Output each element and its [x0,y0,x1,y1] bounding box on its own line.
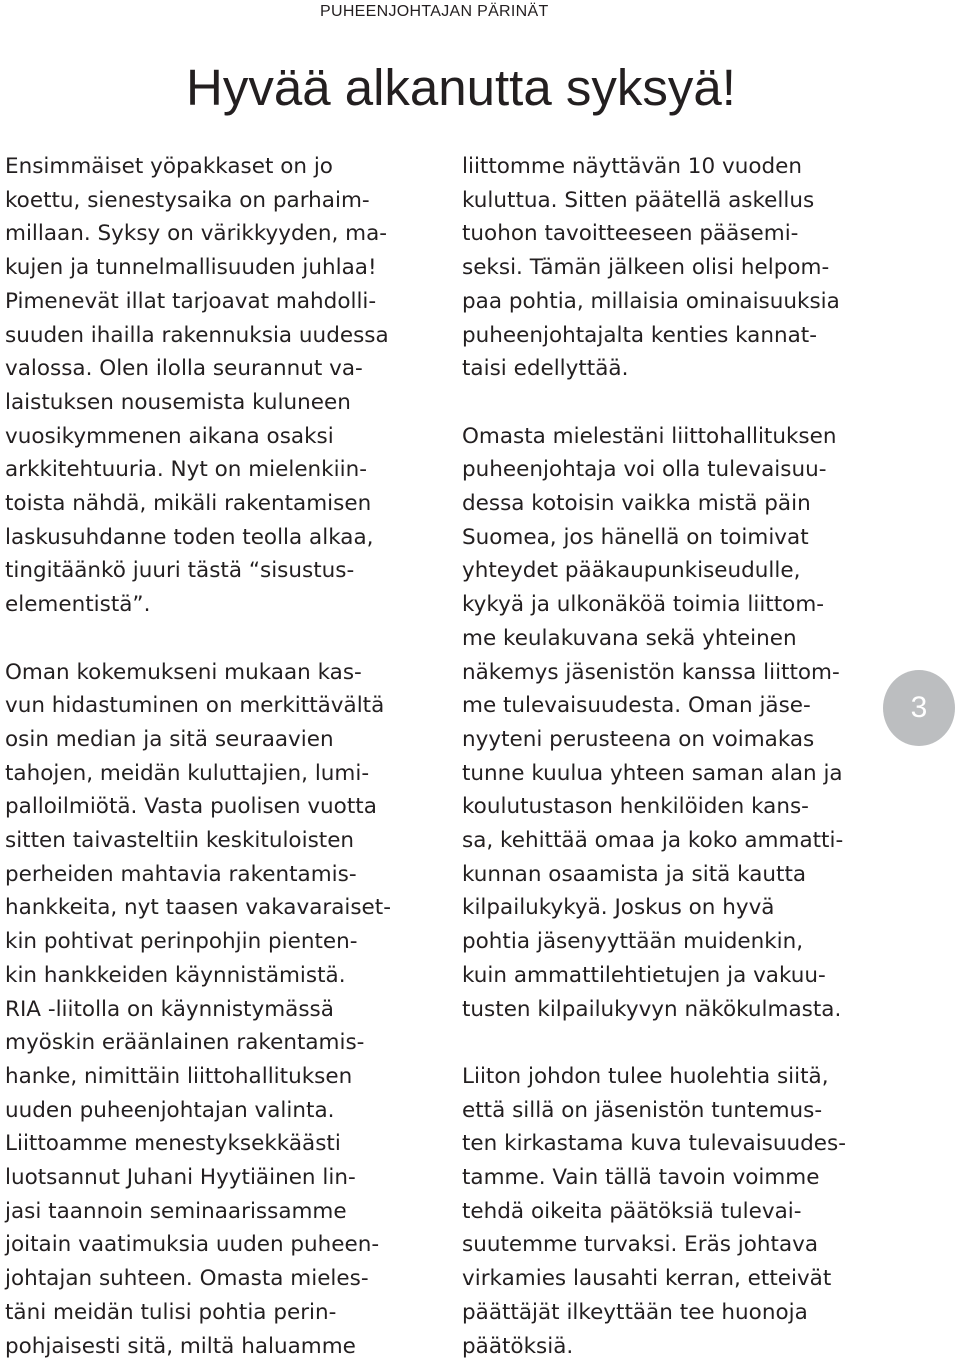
page-number-badge: 3 [883,670,955,746]
paragraph: Ensimmäiset yöpakkaset on jo koettu, sienestysaika on parhaim- millaan. Syksy on värikkyyden, ma- kujen ja tunnelmallisuuden juhlaa! Pimenevät illat tarjoavat mahdolli- suuden ihailla rakennuksia uudessa valossa. Olen ilolla seurannut va- laistuksen nousemista kuluneen vuosikymmenen aikana osaksi arkkitehtuuria. Nyt on mielenkiin- toista nähdä, mikäli rakentamisen laskusuhdanne toden teolla alkaa, tingitäänkö juuri tästä “sisustus- elementistä”. [5,154,389,618]
paragraph: Oman kokemukseni mukaan kas- vun hidastuminen on merkittävältä osin median ja sitä seuraavien tahojen, meidän kuluttajien, lumi- palloilmiötä. Vasta puolisen vuotta sitten taivasteltiin keskituloisten perheiden mahtavia rakentamis- hankkeita, nyt taasen vakavaraiset- kin pohtivat perinpohjin pienten- kin hankkeiden käynnistämistä. RIA -liitolla on käynnistymässä myöskin eräänlainen rakentamis- hanke, nimittäin liittohallituksen uuden puheenjohtajan valinta. Liittoamme menestyksekkäästi luotsannut Juhani Hyytiäinen lin- jasi taannoin seminaarissamme joitain vaatimuksia uuden puheen- johtajan suhteen. Omasta mieles- täni meidän tulisi pohtia perin- pohjaisesti sitä, miltä haluamme [5,659,391,1359]
section-label: PUHEENJOHTAJAN PÄRINÄT [320,3,549,20]
paragraph: liittomme näyttävän 10 vuoden kuluttua. Sitten päätellä askellus tuohon tavoitteeseen pääsemi- seksi. Tämän jälkeen olisi helpom- paa pohtia, millaisia ominaisuuksia puheenjohtajalta kenties kannat- taisi edellyttää. [462,154,840,382]
article-column-right [462,150,892,1363]
paragraph: Liiton johdon tulee huolehtia siitä, että sillä on jäsenistön tuntemus- ten kirkastama kuva tulevaisuudes- tamme. Vain tällä tavoin voimme tehdä oikeita päätöksiä tulevai- suutemme turvaksi. Eräs johtava virkamies lausahti kerran, etteivät päättäjät ilkeyttään tee huonoja päätöksiä. [462,1063,846,1359]
article-column-left [5,150,425,1363]
article-title: Hyvää alkanutta syksyä! [186,59,736,116]
paragraph: Omasta mielestäni liittohallituksen puheenjohtaja voi olla tulevaisuu- dessa kotoisin vaikka mistä päin Suomea, jos hänellä on toimivat yhteydet pääkaupunkiseudulle, kykyä ja ulkonäköä toimia liittom- me keulakuvana sekä yhteinen näkemys jäsenistön kanssa liittom- me tulevaisuudesta. Oman jäse- nyyteni perusteena on voimakas tunne kuulua yhteen saman alan ja koulutustason henkilöiden kans- sa, kehittää omaa ja koko ammatti- kunnan osaamista ja sitä kautta kilpailukykyä. Joskus on hyvä pohtia jäsenyyttään muidenkin, kuin ammattilehtietujen ja vakuu- tusten kilpailukyvyn näkökulmasta. [462,423,844,1022]
